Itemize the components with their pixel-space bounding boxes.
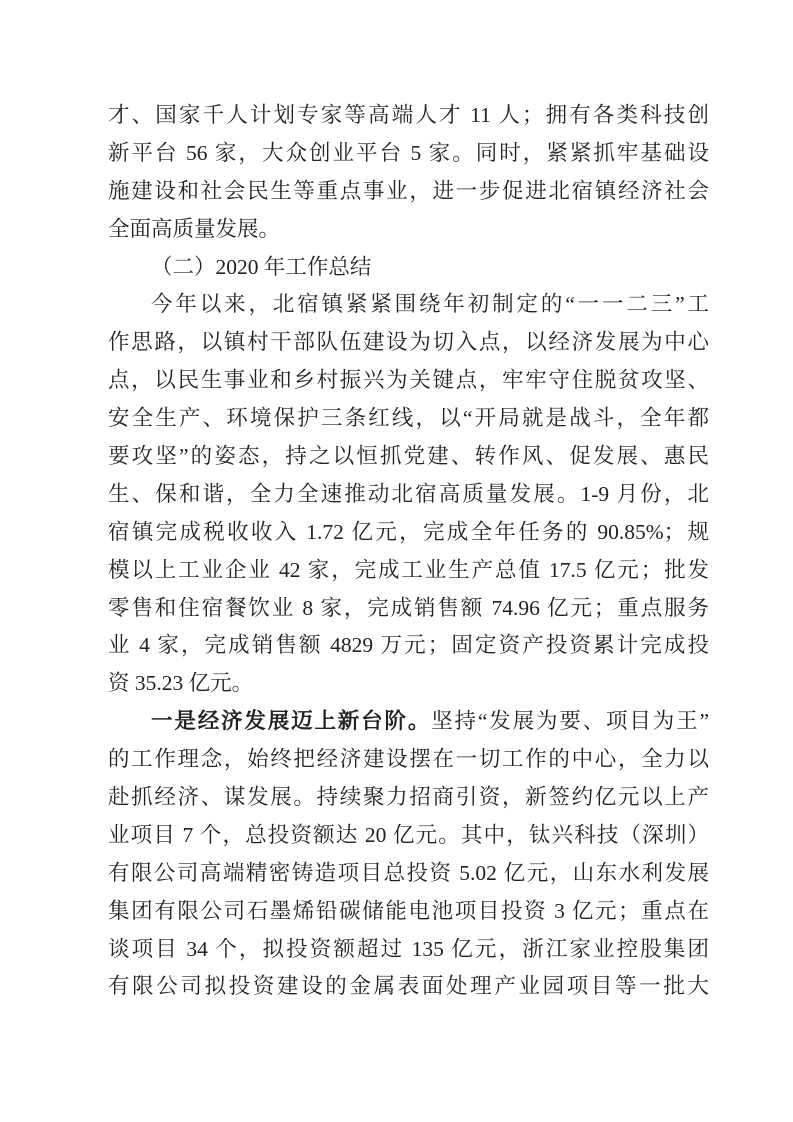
- text-run: 新平台 56 家，大众创业平台 5 家。同时，紧紧抓牢基础设: [108, 140, 709, 165]
- text-line: [108, 590, 709, 628]
- paragraph-economic-development: [108, 703, 709, 1006]
- text-run: 模以上工业企业 42 家，完成工业生产总值 17.5 亿元；批发: [108, 557, 709, 582]
- text-run: 施建设和社会民生等重点事业，进一步促进北宿镇经济社会: [108, 178, 709, 203]
- text-line: [108, 552, 709, 590]
- text-line: [108, 135, 709, 173]
- text-line: [108, 324, 709, 362]
- text-run: 业项目 7 个，总投资额达 20 亿元。其中，钛兴科技（深圳）: [108, 822, 709, 847]
- text-run: 资 35.23 亿元。: [108, 671, 254, 696]
- text-run: 坚持“发展为要、项目为王”: [431, 709, 709, 734]
- text-run: 有限公司拟投资建设的金属表面处理产业园项目等一批大: [108, 974, 709, 999]
- text-line: [108, 665, 709, 703]
- text-run: 宿镇完成税收收入 1.72 亿元，完成全年任务的 90.85%；规: [108, 519, 709, 544]
- text-run: 生、保和谐，全力全速推动北宿高质量发展。1-9 月份，北: [108, 481, 709, 506]
- text-run: 点，以民生事业和乡村振兴为关键点，牢牢守住脱贫攻坚、: [108, 368, 709, 393]
- text-line: [108, 97, 709, 135]
- document-text-block: [108, 97, 709, 1006]
- text-line: [108, 514, 709, 552]
- text-run: 零售和住宿餐饮业 8 家，完成销售额 74.96 亿元；重点服务: [108, 595, 709, 620]
- text-line: [108, 817, 709, 855]
- text-line: [108, 893, 709, 931]
- text-run: 作思路，以镇村干部队伍建设为切入点，以经济发展为中心: [108, 330, 709, 355]
- text-line: [108, 438, 709, 476]
- paragraph-heading-2020-summary: [108, 249, 709, 287]
- text-line: [108, 286, 709, 324]
- text-run: 谈项目 34 个，拟投资额超过 135 亿元，浙江家业控股集团: [108, 936, 709, 961]
- text-run: 集团有限公司石墨烯铅碳储能电池项目投资 3 亿元；重点在: [108, 898, 709, 923]
- text-run: 要攻坚”的姿态，持之以恒抓党建、转作风、促发展、惠民: [108, 444, 709, 469]
- text-line: [108, 249, 709, 287]
- text-run: 的工作理念，始终把经济建设摆在一切工作的中心，全力以: [108, 747, 709, 772]
- text-line: [108, 779, 709, 817]
- text-line: [108, 173, 709, 211]
- text-run: 赴抓经济、谋发展。持续聚力招商引资，新签约亿元以上产: [108, 785, 709, 810]
- text-line: [108, 855, 709, 893]
- text-line: [108, 400, 709, 438]
- text-run: （二）2020 年工作总结: [151, 254, 372, 279]
- text-line: [108, 362, 709, 400]
- text-run: 今年以来，北宿镇紧紧围绕年初制定的“一一二三”工: [151, 292, 709, 317]
- bold-text-run: 一是经济发展迈上新台阶。: [151, 709, 432, 734]
- text-line: [108, 968, 709, 1006]
- text-run: 才、国家千人计划专家等高端人才 11 人；拥有各类科技创: [108, 103, 709, 127]
- text-run: 全面高质量发展。: [108, 216, 281, 241]
- text-run: 业 4 家，完成销售额 4829 万元；固定资产投资累计完成投: [108, 633, 709, 658]
- text-run: 安全生产、环境保护三条红线，以“开局就是战斗，全年都: [108, 406, 709, 431]
- text-line: [108, 627, 709, 665]
- text-line: [108, 741, 709, 779]
- paragraph-overall-progress: [108, 286, 709, 703]
- text-line: [108, 211, 709, 249]
- text-run: 有限公司高端精密铸造项目总投资 5.02 亿元，山东水利发展: [108, 860, 709, 885]
- text-line: [108, 703, 709, 741]
- text-line: [108, 931, 709, 969]
- text-line: [108, 476, 709, 514]
- paragraph-talent-platforms: [108, 97, 709, 249]
